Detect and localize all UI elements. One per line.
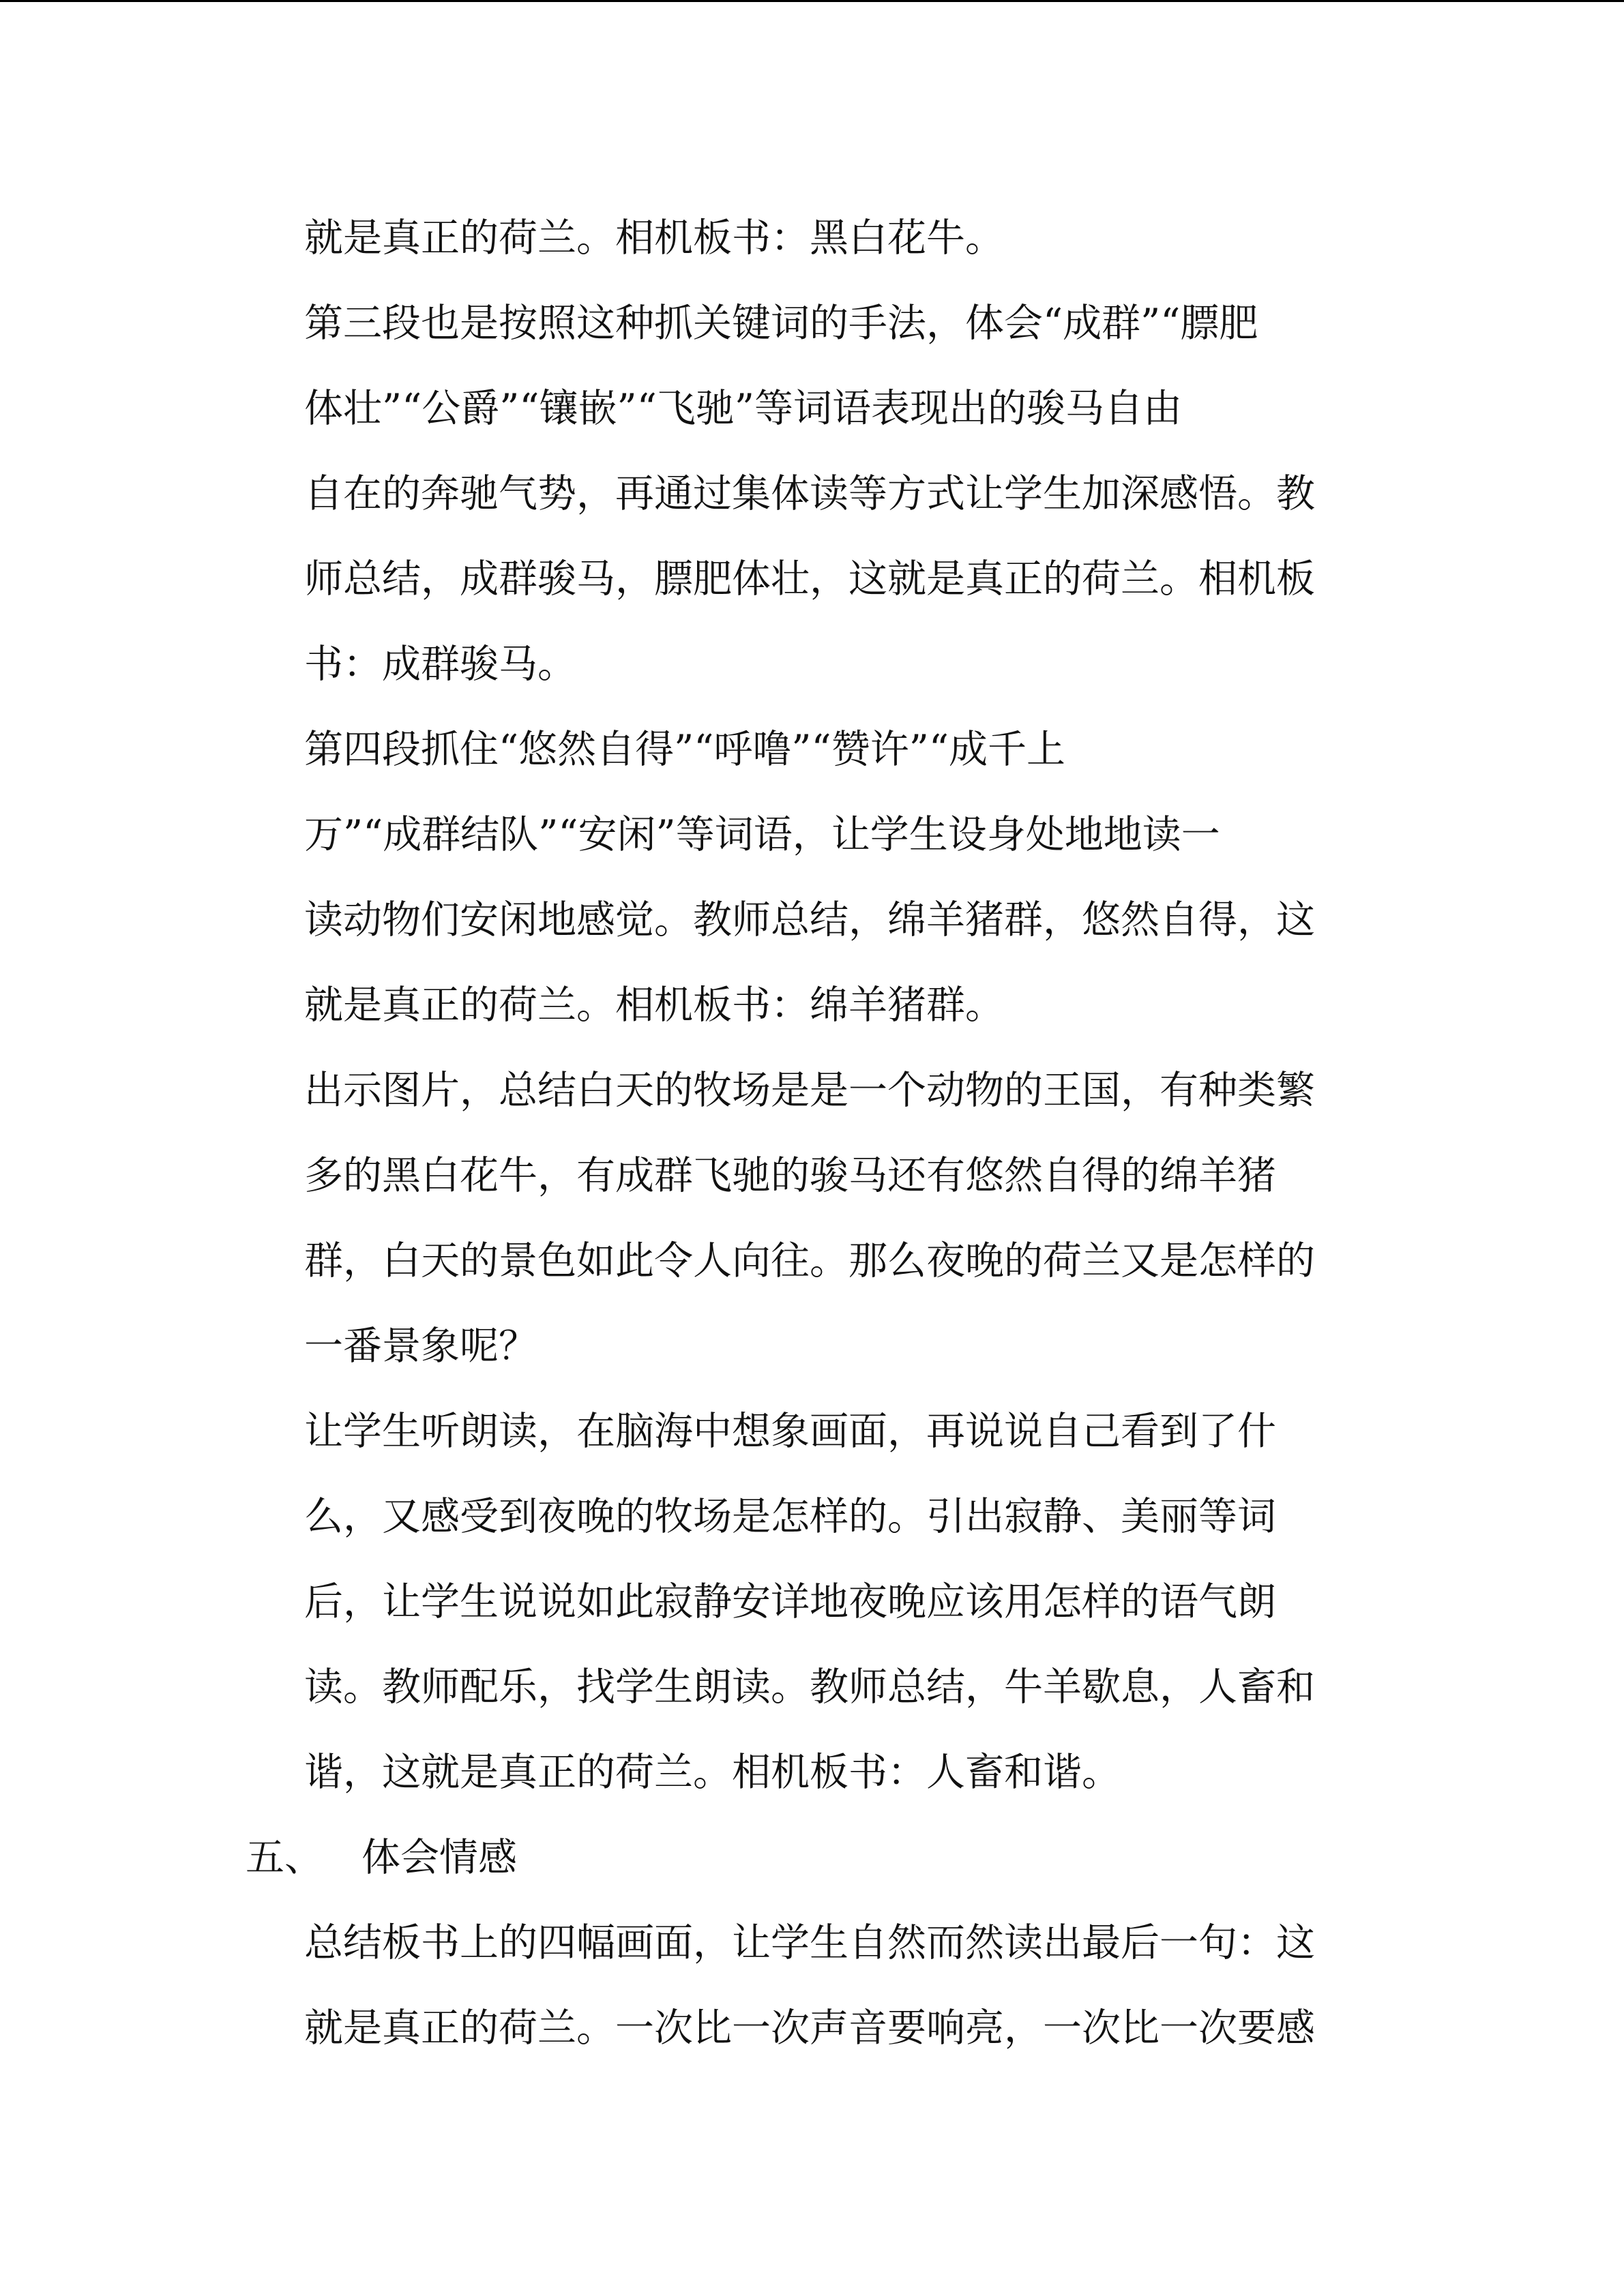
body-line: 群，白天的景色如此令人向往。那么夜晚的荷兰又是怎样的 bbox=[304, 1238, 1315, 1283]
body-line: 后，让学生说说如此寂静安详地夜晚应该用怎样的语气朗 bbox=[304, 1579, 1276, 1624]
body-line: 就是真正的荷兰。相机板书：绵羊猪群。 bbox=[304, 983, 1004, 1028]
body-line: 万”“成群结队”“安闲”等词语，让学生设身处地地读一 bbox=[304, 812, 1220, 857]
body-line: 师总结，成群骏马，膘肥体壮，这就是真正的荷兰。相机板 bbox=[304, 556, 1315, 601]
body-line: 谐，这就是真正的荷兰。相机板书：人畜和谐。 bbox=[304, 1750, 1121, 1795]
body-line: 体壮”“公爵”“镶嵌”“飞驰”等词语表现出的骏马自由 bbox=[304, 386, 1182, 431]
body-line: 读。教师配乐，找学生朗读。教师总结，牛羊歇息，人畜和 bbox=[304, 1665, 1315, 1710]
body-line: 读动物们安闲地感觉。教师总结，绵羊猪群，悠然自得，这 bbox=[304, 897, 1315, 942]
section-title: 体会情感 bbox=[361, 1835, 517, 1880]
body-line: 一番景象呢？ bbox=[304, 1324, 537, 1369]
body-line: 自在的奔驰气势，再通过集体读等方式让学生加深感悟。教 bbox=[304, 471, 1315, 516]
body-line: 第四段抓住“悠然自得”“呼噜”“赞许”“成千上 bbox=[304, 727, 1065, 772]
body-line: 出示图片，总结白天的牧场是是一个动物的王国，有种类繁 bbox=[304, 1068, 1315, 1113]
section-number: 五、 bbox=[246, 1835, 323, 1880]
body-line: 就是真正的荷兰。相机板书：黑白花牛。 bbox=[304, 215, 1004, 260]
body-line: 多的黑白花牛，有成群飞驰的骏马还有悠然自得的绵羊猪 bbox=[304, 1153, 1276, 1198]
body-line: 总结板书上的四幅画面，让学生自然而然读出最后一句：这 bbox=[304, 1920, 1315, 1965]
body-line: 么，又感受到夜晚的牧场是怎样的。引出寂静、美丽等词 bbox=[304, 1494, 1276, 1539]
body-line: 第三段也是按照这种抓关键词的手法，体会“成群”“膘肥 bbox=[304, 301, 1258, 346]
body-line: 让学生听朗读，在脑海中想象画面，再说说自己看到了什 bbox=[304, 1409, 1276, 1454]
body-line: 书：成群骏马。 bbox=[304, 642, 576, 687]
body-line: 就是真正的荷兰。一次比一次声音要响亮，一次比一次要感 bbox=[304, 2006, 1315, 2051]
